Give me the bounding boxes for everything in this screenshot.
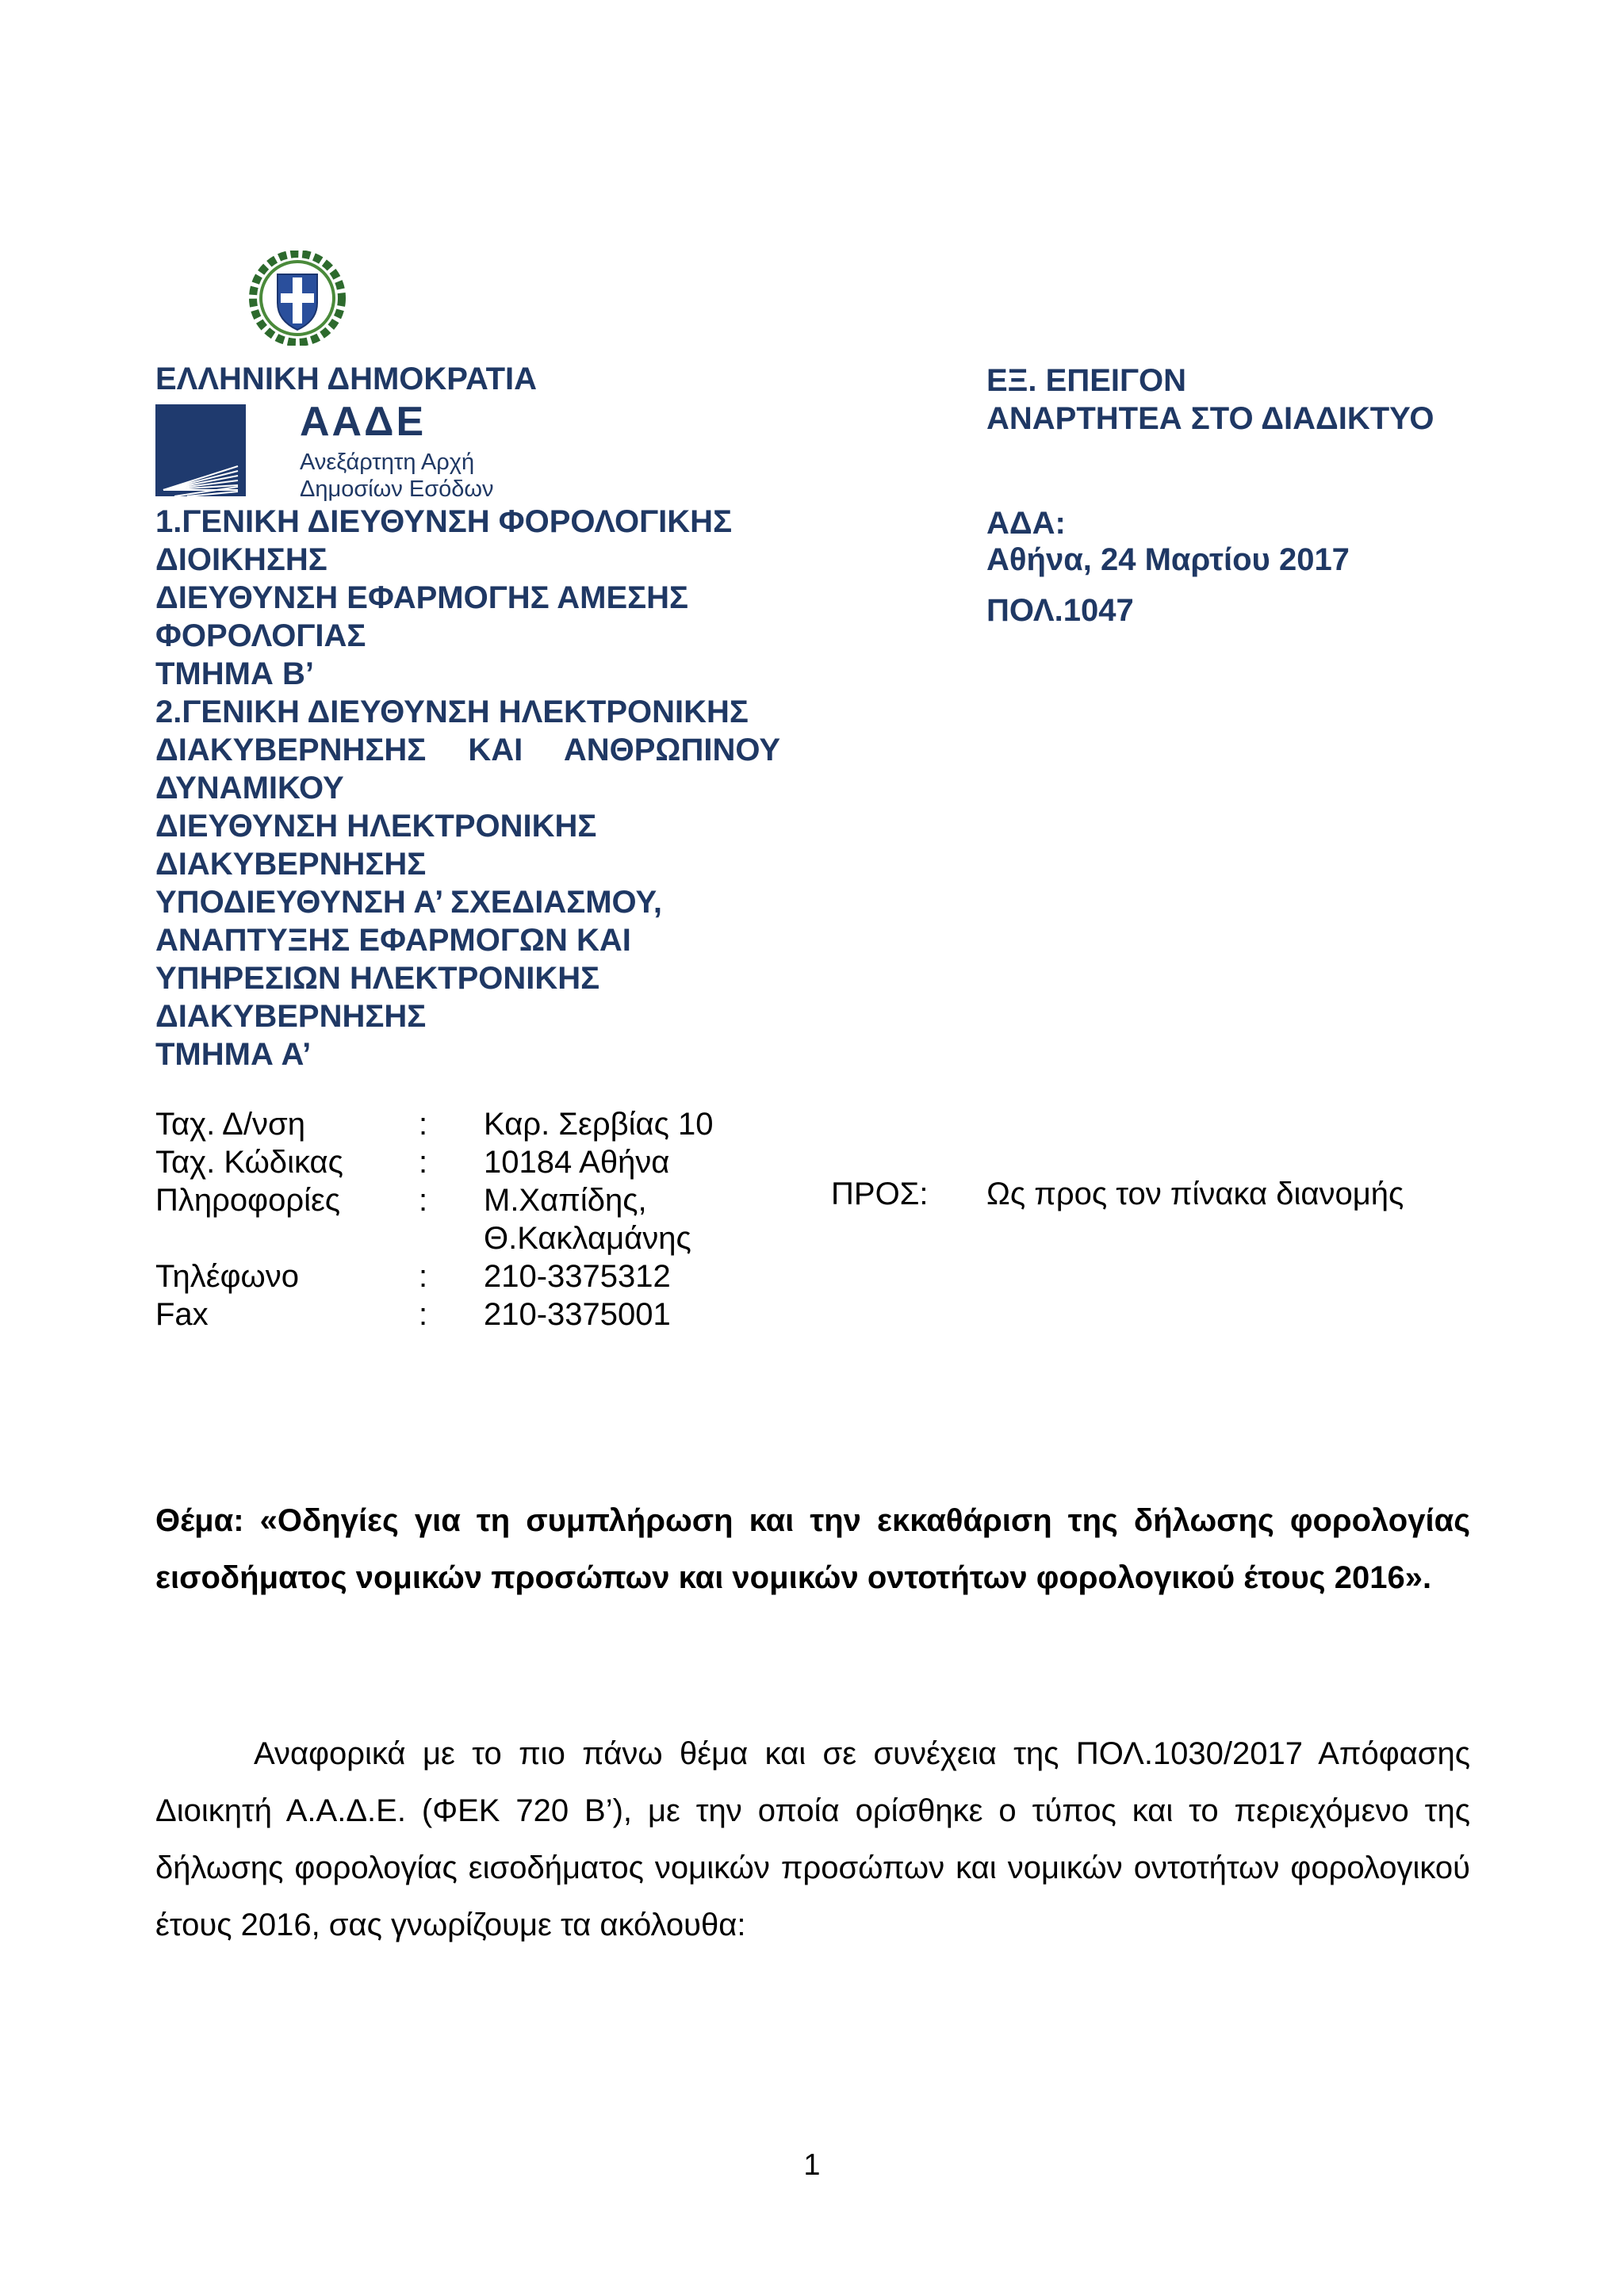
contact-label: Τηλέφωνο bbox=[155, 1259, 299, 1294]
contact-row bbox=[155, 1105, 790, 1143]
department-line: ΔΙΟΙΚΗΣΗΣ bbox=[155, 542, 327, 577]
contact-row bbox=[155, 1257, 790, 1295]
contact-value: 210-3375001 bbox=[484, 1297, 671, 1332]
department-line: ΔΙΑΚΥΒΕΡΝΗΣΗΣ ΚΑΙ ΑΝΘΡΩΠΙΝΟΥ bbox=[155, 733, 781, 767]
contact-row bbox=[155, 1181, 790, 1219]
department-line: ΑΝΑΠΤΥΞΗΣ ΕΦΑΡΜΟΓΩΝ ΚΑΙ bbox=[155, 923, 631, 958]
aade-logo-line2: Δημοσίων Εσόδων bbox=[300, 476, 494, 502]
urgent-label: ΕΞ. ΕΠΕΙΓΟΝ bbox=[986, 363, 1187, 398]
department-list bbox=[155, 503, 802, 1073]
republic-title: ΕΛΛΗΝΙΚΗ ΔΗΜΟΚΡΑΤΙΑ bbox=[155, 362, 537, 396]
department-line: ΔΙΑΚΥΒΕΡΝΗΣΗΣ bbox=[155, 847, 427, 882]
contact-label: Fax bbox=[155, 1297, 209, 1332]
department-line: ΤΜΗΜΑ Α’ bbox=[155, 1037, 312, 1072]
department-line: ΔΙΕΥΘΥΝΣΗ ΗΛΕΚΤΡΟΝΙΚΗΣ bbox=[155, 809, 597, 844]
contact-row bbox=[155, 1219, 790, 1257]
contact-colon: : bbox=[419, 1107, 428, 1142]
contact-colon: : bbox=[419, 1145, 428, 1180]
contact-label: Πληροφορίες bbox=[155, 1183, 341, 1218]
recipient-value: Ως προς τον πίνακα διανομής bbox=[986, 1177, 1404, 1211]
ada-label: ΑΔΑ: bbox=[986, 506, 1066, 541]
post-online-label: ΑΝΑΡΤΗΤΕΑ ΣΤΟ ΔΙΑΔΙΚΤΥΟ bbox=[986, 401, 1434, 436]
subject-paragraph: Θέμα: «Οδηγίες για τη συμπλήρωση και την εκκαθάριση της δήλωσης φορολογίας εισοδήματος νομικών προσώπων και νομικών οντοτήτων φορολογικού έτους 2016». bbox=[155, 1503, 1470, 1595]
contact-value: Καρ. Σερβίας 10 bbox=[484, 1107, 714, 1142]
pol-number: ΠΟΛ.1047 bbox=[986, 593, 1134, 628]
greek-emblem-icon bbox=[247, 251, 347, 346]
contact-info bbox=[155, 1105, 790, 1334]
contact-value: Θ.Κακλαμάνης bbox=[484, 1221, 691, 1256]
contact-colon: : bbox=[419, 1183, 428, 1218]
contact-colon: : bbox=[419, 1259, 428, 1294]
department-line: ΔΥΝΑΜΙΚΟΥ bbox=[155, 771, 344, 806]
aade-logo-line1: Ανεξάρτητη Αρχή bbox=[300, 450, 475, 475]
department-line: ΔΙΑΚΥΒΕΡΝΗΣΗΣ bbox=[155, 999, 427, 1034]
department-line: ΥΠΗΡΕΣΙΩΝ ΗΛΕΚΤΡΟΝΙΚΗΣ bbox=[155, 961, 600, 996]
department-line: 1.ΓΕΝΙΚΗ ΔΙΕΥΘΥΝΣΗ ΦΟΡΟΛΟΓΙΚΗΣ bbox=[155, 504, 733, 539]
body-paragraph: Αναφορικά με το πιο πάνω θέμα και σε συνέχεια της ΠΟΛ.1030/2017 Απόφασης Διοικητή Α.Α.Δ.Ε. (ΦΕΚ 720 Β’), με την οποία ορίσθηκε ο τύπος και το περιεχόμενο της δήλωσης φορολογίας εισοδήματος νομικών προσώπων και νομικών οντοτήτων φορολογικού έτους 2016, σας γνωρίζουμε τα ακόλουθα: bbox=[155, 1736, 1470, 1942]
aade-logo-icon bbox=[155, 404, 246, 496]
contact-row bbox=[155, 1295, 790, 1334]
contact-row bbox=[155, 1143, 790, 1181]
contact-colon: : bbox=[419, 1297, 428, 1332]
department-line: ΤΜΗΜΑ Β’ bbox=[155, 656, 314, 691]
contact-value: 210-3375312 bbox=[484, 1259, 671, 1294]
department-line: ΔΙΕΥΘΥΝΣΗ ΕΦΑΡΜΟΓΗΣ ΑΜΕΣΗΣ bbox=[155, 580, 689, 615]
aade-logo-abbr: ΑΑΔΕ bbox=[300, 399, 427, 445]
contact-label: Ταχ. Κώδικας bbox=[155, 1145, 343, 1180]
department-line: ΥΠΟΔΙΕΥΘΥΝΣΗ Α’ ΣΧΕΔΙΑΣΜΟΥ, bbox=[155, 885, 662, 920]
page-number: 1 bbox=[803, 2149, 821, 2182]
aade-logo-name bbox=[300, 449, 494, 503]
contact-value: Μ.Χαπίδης, bbox=[484, 1183, 647, 1218]
department-line: ΦΟΡΟΛΟΓΙΑΣ bbox=[155, 618, 366, 653]
contact-value: 10184 Αθήνα bbox=[484, 1145, 670, 1180]
recipient-label: ΠΡΟΣ: bbox=[831, 1177, 929, 1211]
department-line: 2.ΓΕΝΙΚΗ ΔΙΕΥΘΥΝΣΗ ΗΛΕΚΤΡΟΝΙΚΗΣ bbox=[155, 695, 749, 729]
contact-label: Ταχ. Δ/νση bbox=[155, 1107, 305, 1142]
document-date: Αθήνα, 24 Μαρτίου 2017 bbox=[986, 542, 1350, 577]
